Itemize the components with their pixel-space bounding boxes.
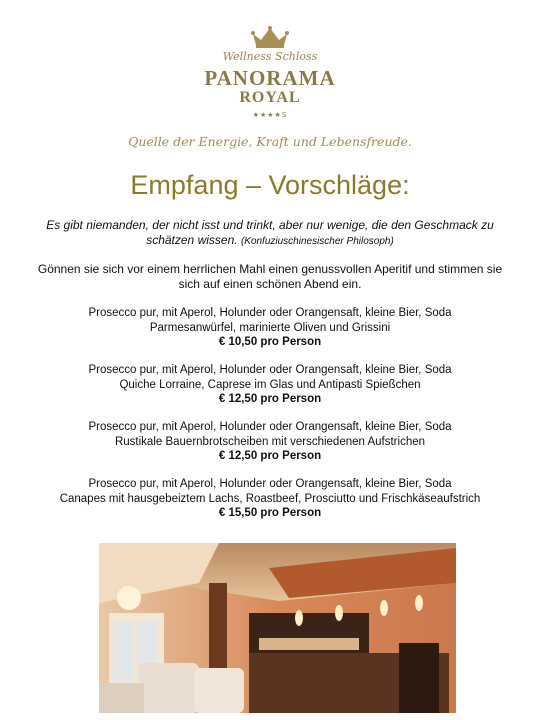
offer-price: € 15,50 pro Person [218, 507, 322, 519]
quote-text: Es gibt niemanden, der nicht isst und trinkt, aber nur wenige, die den Geschmack zu schätzen wissen. [46, 218, 494, 247]
logo-stars: ★★★★S [252, 111, 288, 119]
page-title: Empfang – Vorschläge: [130, 170, 410, 200]
intro-text: Gönnen sie sich vor einem herrlichen Mahl einen genussvollen Aperitif und stimmen sie sich auf einen schönen Abend ein. [37, 262, 503, 291]
offer-drinks: Prosecco pur, mit Aperol, Holunder oder Orangensaft, kleine Bier, Soda [88, 364, 452, 376]
offer-block [20, 363, 520, 407]
offer-price: € 10,50 pro Person [218, 336, 322, 348]
offer-block [20, 477, 520, 521]
offer-drinks: Prosecco pur, mit Aperol, Holunder oder Orangensaft, kleine Bier, Soda [88, 307, 452, 319]
offer-food: Canapes mit hausgebeiztem Lachs, Roastbeef, Prosciutto und Frischkäseaufstrich [59, 492, 481, 505]
offer-food: Rustikale Bauernbrotscheiben mit verschiedenen Aufstrichen [114, 435, 426, 448]
offer-drinks: Prosecco pur, mit Aperol, Holunder oder Orangensaft, kleine Bier, Soda [88, 478, 452, 490]
quote [30, 218, 510, 249]
quote-source: (Konfuziuschinesischer Philosoph) [240, 236, 394, 247]
offer-price: € 12,50 pro Person [218, 393, 322, 405]
logo-script-text: Wellness Schloss [222, 50, 318, 63]
offer-food: Quiche Lorraine, Caprese im Glas und Antipasti Spießchen [119, 378, 421, 391]
logo-sub-text: ROYAL [239, 89, 301, 106]
logo-main-text: PANORAMA [204, 66, 336, 90]
offer-price: € 12,50 pro Person [218, 450, 322, 462]
crown-icon [251, 26, 289, 48]
offer-block [20, 306, 520, 350]
offer-food: Parmesanwürfel, marinierte Oliven und Grissini [149, 321, 391, 334]
offer-drinks: Prosecco pur, mit Aperol, Holunder oder Orangensaft, kleine Bier, Soda [88, 421, 452, 433]
tagline: Quelle der Energie, Kraft und Lebensfreude. [128, 134, 412, 149]
offer-block [20, 420, 520, 464]
restaurant-photo [99, 543, 456, 713]
